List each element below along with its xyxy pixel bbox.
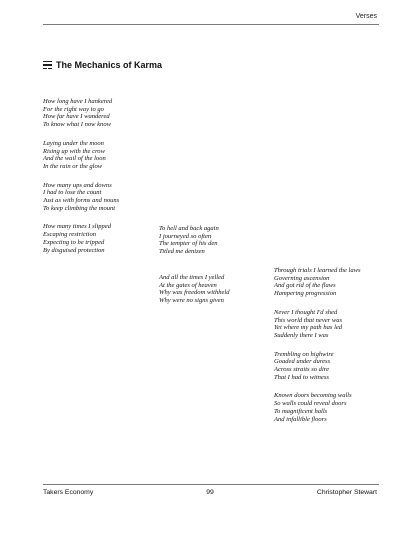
poem-line: And got rid of the flaws — [274, 282, 336, 290]
stanza — [159, 225, 277, 256]
poem-line: How many times I slipped — [43, 223, 112, 231]
poem-line: At the gates of heaven — [159, 281, 217, 289]
poem-line: Goaded under duress — [274, 358, 331, 366]
stanza — [43, 140, 161, 171]
poem-line: To know what I now know — [43, 121, 111, 129]
poem-line: And infallible floors — [274, 415, 327, 423]
poem-line: Through trials I learned the laws — [274, 267, 361, 274]
poem-line: To magnificent halls — [274, 407, 328, 415]
book-title: Takers Economy — [43, 489, 94, 496]
stanza — [43, 182, 161, 213]
poem-line: Hampering progression — [274, 290, 337, 298]
poem-line: Expecting to be tripped — [43, 238, 105, 246]
poem-line: Governing ascension — [274, 274, 330, 282]
poem-line: How far have I wandered — [43, 113, 110, 121]
stanza — [159, 274, 277, 305]
trigram-icon — [43, 61, 52, 70]
stanza — [274, 351, 392, 382]
poem-column-1 — [43, 98, 161, 254]
poem-line: That I had to witness — [274, 373, 329, 381]
poem-line: Trembling on highwire — [274, 350, 334, 358]
trigram-line-solid — [43, 61, 52, 62]
poem-column-2 — [159, 225, 277, 305]
poem-line: Escaping restriction — [43, 231, 97, 239]
stanza — [43, 223, 161, 254]
section-label: Verses — [355, 13, 377, 20]
trigram-line-solid — [43, 64, 52, 65]
poem-column-3 — [274, 267, 392, 423]
stanza — [274, 267, 392, 298]
poem-line: I had to lose the count — [43, 189, 102, 197]
header-rule — [43, 24, 379, 25]
trigram-line-broken — [43, 68, 52, 69]
poem-line: Just as with forms and nouns — [43, 197, 120, 205]
poem-title: The Mechanics of Karma — [56, 60, 163, 70]
stanza — [274, 309, 392, 340]
poem-line: By disguised protection — [43, 246, 105, 254]
poem-line: This world that never was — [274, 316, 343, 324]
poem-line: In the rain or the glow — [43, 162, 103, 170]
poem-line: Why were no signs given — [159, 296, 224, 304]
poem-line: Yet where my path has led — [274, 324, 343, 332]
poem-line: Known doors becoming walls — [274, 392, 352, 400]
poem-line: Never I thought I'd shed — [274, 308, 338, 316]
poem-line: For the right way to go — [43, 105, 104, 113]
page-number: 99 — [206, 489, 214, 496]
stanza — [43, 98, 161, 129]
poem-title-row — [43, 60, 162, 70]
author-name: Christopher Stewart — [316, 489, 377, 496]
poem-line: How long have I hankered — [43, 98, 113, 105]
poem-line: Laying under the moon — [43, 139, 104, 147]
poem-line: Across straits so dire — [274, 366, 329, 374]
stanza — [274, 392, 392, 423]
poem-line: So walls could reveal doors — [274, 400, 347, 408]
poem-line: And all the times I yelled — [159, 273, 225, 281]
poem-line: The tempter of his den — [159, 240, 218, 248]
poem-line: Titled me denizen — [159, 248, 205, 256]
poem-line: To keep climbing the mount — [43, 204, 116, 212]
footer-rule — [43, 484, 379, 485]
poem-line: And the wail of the loon — [43, 155, 106, 163]
poem-line: Suddenly there I was — [274, 331, 329, 339]
poem-line: Rising up with the crow — [43, 147, 105, 155]
poem-line: Why was freedom withheld — [159, 289, 230, 297]
poem-line: To hell and back again — [159, 225, 219, 232]
poem-line: I journeyed so often — [159, 232, 212, 240]
poem-line: How many ups and downs — [43, 181, 112, 189]
